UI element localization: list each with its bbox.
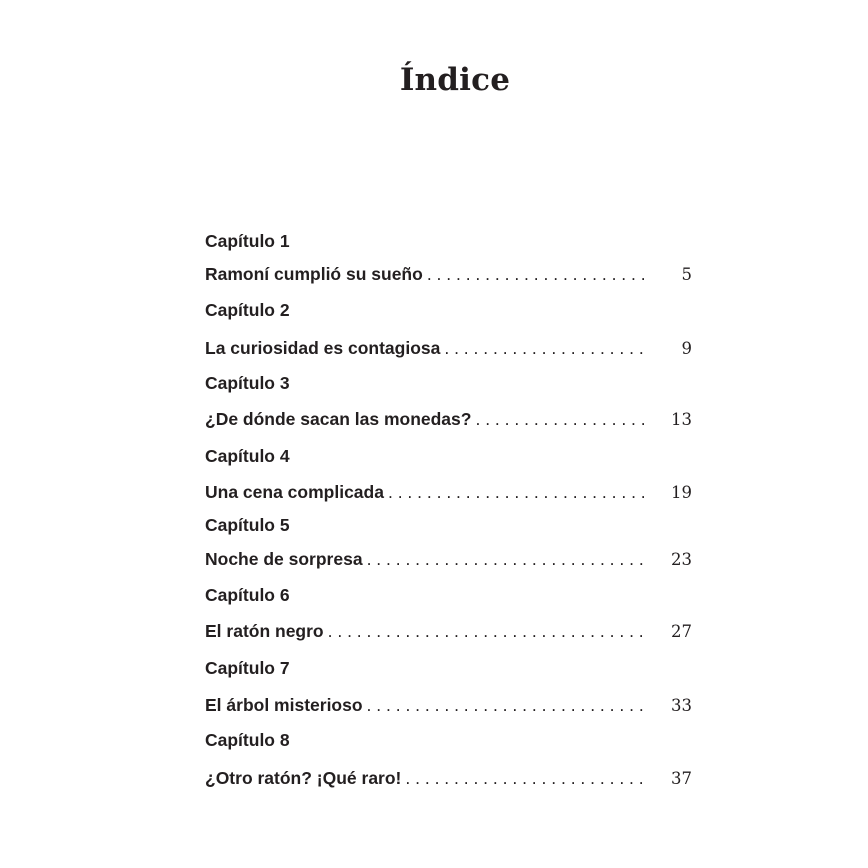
toc-entry[interactable] xyxy=(205,482,692,504)
entry-title: Noche de sorpresa xyxy=(205,549,363,569)
entry-page-number: 9 xyxy=(681,339,692,358)
entry-page-number: 19 xyxy=(671,483,692,502)
chapter-heading: Capítulo 3 xyxy=(205,373,290,393)
dot-leader xyxy=(328,621,646,641)
dot-leader xyxy=(388,482,646,502)
dot-leader xyxy=(405,768,646,788)
chapter-heading: Capítulo 7 xyxy=(205,658,290,678)
dot-leader xyxy=(367,695,646,715)
toc-entry[interactable] xyxy=(205,549,692,571)
entry-page-number: 37 xyxy=(671,769,692,788)
dot-leader xyxy=(475,409,646,429)
toc-entry[interactable] xyxy=(205,409,692,431)
chapter-heading: Capítulo 8 xyxy=(205,730,290,750)
entry-page-number: 33 xyxy=(671,696,692,715)
entry-title: El ratón negro xyxy=(205,621,324,641)
entry-page-number: 23 xyxy=(671,550,692,569)
entry-title: Una cena complicada xyxy=(205,482,384,502)
entry-page-number: 13 xyxy=(671,410,692,429)
table-of-contents xyxy=(205,0,692,868)
dot-leader xyxy=(444,338,646,358)
chapter-heading: Capítulo 4 xyxy=(205,446,290,466)
entry-title: ¿Otro ratón? ¡Qué raro! xyxy=(205,768,402,788)
entry-page-number: 27 xyxy=(671,622,692,641)
page-title: Índice xyxy=(399,62,511,98)
entry-title: La curiosidad es contagiosa xyxy=(205,338,441,358)
toc-entry[interactable] xyxy=(205,621,692,643)
toc-entry[interactable] xyxy=(205,338,692,360)
toc-entry[interactable] xyxy=(205,695,692,717)
entry-title: Ramoní cumplió su sueño xyxy=(205,264,423,284)
chapter-heading: Capítulo 5 xyxy=(205,515,290,535)
toc-entry[interactable] xyxy=(205,264,692,286)
chapter-heading: Capítulo 2 xyxy=(205,300,290,320)
entry-title: ¿De dónde sacan las monedas? xyxy=(205,409,472,429)
entry-page-number: 5 xyxy=(681,265,692,284)
dot-leader xyxy=(367,549,646,569)
toc-entry[interactable] xyxy=(205,768,692,790)
chapter-heading: Capítulo 6 xyxy=(205,585,290,605)
chapter-heading: Capítulo 1 xyxy=(205,231,290,251)
entry-title: El árbol misterioso xyxy=(205,695,363,715)
dot-leader xyxy=(427,264,646,284)
